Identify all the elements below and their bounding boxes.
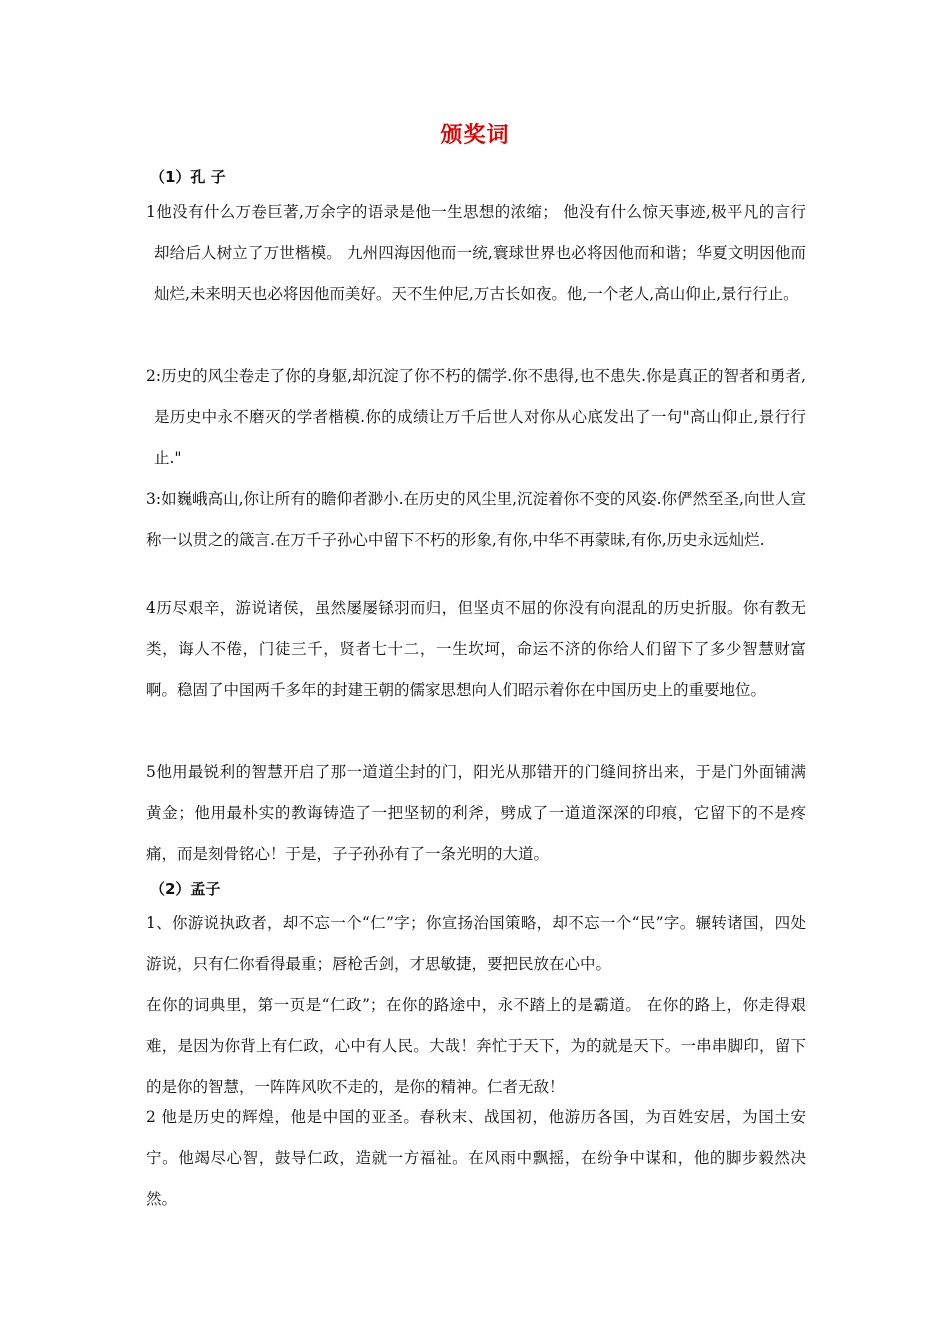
paragraph-kongzi-3: 3:如巍峨高山,你让所有的瞻仰者渺小.在历史的风尘里,沉淀着你不变的风姿.你俨然至圣,向世人宣称一以贯之的箴言.在万千子孙心中留下不朽的形象,有你,中华不再蒙昧,有你,历史永远灿烂. bbox=[146, 490, 806, 549]
paragraph-mengzi-1: 1、你游说执政者，却不忘一个“仁”字；你宣扬治国策略，却不忘一个“民”字。辗转诸国，四处游说，只有仁你看得最重；唇枪舌剑，才思敏捷，要把民放在心中。 bbox=[146, 914, 806, 973]
section-heading-mengzi: （2）孟子 bbox=[150, 880, 221, 898]
paragraph-kongzi-1: 1他没有什么万卷巨著,万余字的语录是他一生思想的浓缩； 他没有什么惊天事迹,极平凡的言行却给后人树立了万世楷模。 九州四海因他而一统,寰球世界也必将因他而和谐；华夏文明因他而灿烂,未来明天也必将因他而美好。天不生仲尼,万古长如夜。他,一个老人,高山仰止,景行行止。 bbox=[146, 203, 806, 303]
paragraph-mengzi-3: 2 他是历史的辉煌，他是中国的亚圣。春秋末、战国初，他游历各国，为百姓安居，为国土安宁。他竭尽心智，鼓导仁政，造就一方福祉。在风雨中飘摇，在纷争中谋和，他的脚步毅然决然。 bbox=[146, 1108, 806, 1208]
document-title: 颁奖词 bbox=[440, 123, 510, 148]
paragraph-kongzi-4: 4历尽艰辛，游说诸侯，虽然屡屡铩羽而归，但坚贞不屈的你没有向混乱的历史折服。你有教无类，诲人不倦，门徒三千，贤者七十二，一生坎坷，命运不济的你给人们留下了多少智慧财富啊。稳固了中国两千多年的封建王朝的儒家思想向人们昭示着你在中国历史上的重要地位。 bbox=[146, 599, 806, 699]
section-heading-kongzi: （1）孔 子 bbox=[150, 168, 226, 186]
paragraph-kongzi-2: 2:历史的风尘卷走了你的身躯,却沉淀了你不朽的儒学.你不患得,也不患失.你是真正的智者和勇者,是历史中永不磨灭的学者楷模.你的成绩让万千后世人对你从心底发出了一句"高山仰止,景行行止." bbox=[146, 367, 806, 467]
paragraph-kongzi-5: 5他用最锐利的智慧开启了那一道道尘封的门，阳光从那错开的门缝间挤出来，于是门外面铺满黄金；他用最朴实的教诲铸造了一把坚韧的利斧，劈成了一道道深深的印痕，它留下的不是疼痛，而是刻骨铭心！于是，子子孙孙有了一条光明的大道。 bbox=[146, 763, 806, 863]
paragraph-mengzi-2: 在你的词典里，第一页是“仁政”；在你的路途中，永不踏上的是霸道。 在你的路上，你走得艰难，是因为你背上有仁政，心中有人民。大哉！奔忙于天下，为的就是天下。一串串脚印，留下的是你的智慧，一阵阵风吹不走的，是你的精神。仁者无敌！ bbox=[146, 996, 806, 1096]
